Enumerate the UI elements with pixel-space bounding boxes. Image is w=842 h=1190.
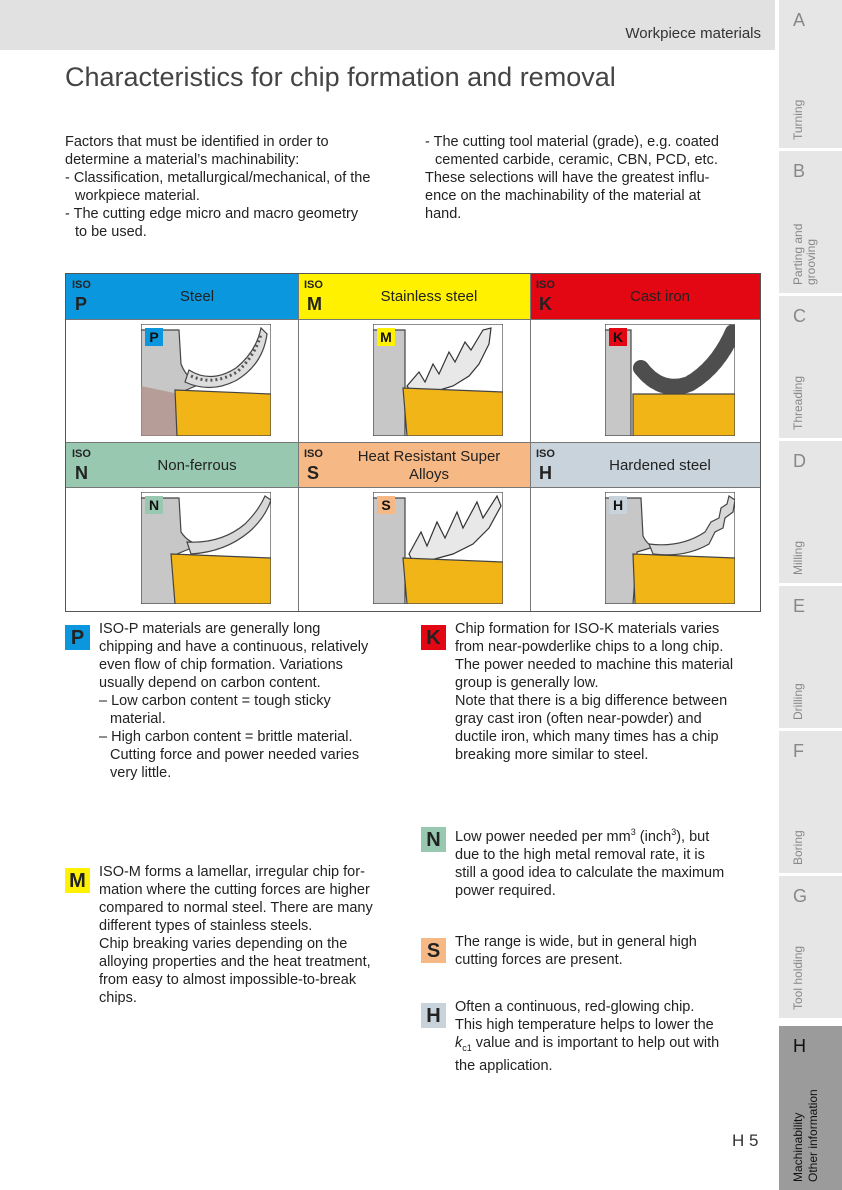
subscript: c1 [462, 1042, 472, 1053]
text-fragment: k [455, 1035, 463, 1051]
intro-line: determine a material’s machinability: [65, 152, 300, 168]
illustration-cell-k [530, 320, 760, 442]
intro-line: - The cutting edge micro and macro geometry [65, 206, 359, 222]
table-divider [530, 274, 531, 611]
text-line: ISO-P materials are generally long [99, 621, 321, 637]
tab-machinability[interactable] [779, 1026, 842, 1190]
text-line: The power needed to machine this material [455, 657, 734, 673]
intro-right-column [425, 133, 719, 223]
tab-label: Boring [791, 830, 805, 865]
intro-line: - The cutting tool material (grade), e.g. coated [425, 134, 719, 150]
header-cell-m [298, 274, 530, 320]
text-fragment: value and is important to help out with [471, 1035, 720, 1051]
iso-badge-k: K [421, 625, 446, 650]
illustration-letter: H [612, 497, 624, 513]
intro-left-column [65, 133, 370, 241]
tab-drilling[interactable] [779, 586, 842, 728]
section-label: Workpiece materials [625, 25, 761, 42]
chapter-tabs [779, 0, 842, 1190]
description-text [455, 933, 697, 969]
tab-label: Tool holding [791, 945, 805, 1010]
iso-label: ISO [304, 448, 323, 460]
header-cell-k [530, 274, 760, 320]
text-line: due to the high metal removal rate, it is [455, 846, 705, 863]
tab-label: Turning [791, 99, 805, 140]
text-line: Cutting force and power needed varies [110, 747, 360, 763]
intro-line: ence on the machinability of the material at [425, 188, 701, 204]
chip-illustration-s [373, 492, 503, 604]
iso-label: ISO [304, 279, 323, 291]
text-line: Chip formation for ISO-K materials varies [455, 621, 720, 637]
text-line: material. [110, 711, 166, 727]
header-cell-n [66, 442, 298, 488]
text-line: Note that there is a big difference between [455, 693, 728, 709]
tab-letter: E [793, 596, 806, 616]
superscript: 3 [630, 827, 636, 837]
illustration-cell-h [530, 488, 760, 611]
text-line: cutting forces are present. [455, 952, 623, 968]
intro-line: to be used. [75, 224, 147, 240]
text-line: This high temperature helps to lower the [455, 1017, 714, 1033]
illustration-cell-n [66, 488, 298, 611]
material-group-table [65, 273, 761, 612]
intro-line: - Classification, metallurgical/mechanical, of the [65, 170, 371, 186]
text-line: breaking more similar to steel. [455, 747, 649, 763]
iso-letter: K [539, 294, 552, 314]
intro-line: hand. [425, 206, 462, 222]
tab-label: Other information [806, 1089, 820, 1182]
table-divider [298, 274, 299, 611]
text-line: compared to normal steel. There are many [99, 900, 373, 916]
text-line: ductile iron, which many times has a chip [455, 729, 719, 745]
text-line: group is generally low. [455, 675, 599, 691]
text-fragment: ), but [676, 828, 710, 845]
text-line [455, 1034, 719, 1057]
iso-badge-h: H [421, 1003, 446, 1028]
tab-letter: F [793, 741, 804, 761]
page-title: Characteristics for chip formation and removal [65, 62, 616, 92]
header-cell-s [298, 442, 530, 488]
iso-badge-p: P [65, 625, 90, 650]
tab-letter: H [793, 1036, 806, 1056]
iso-letter: P [75, 294, 88, 314]
text-line: even flow of chip formation. Variations [99, 657, 343, 673]
illustration-cell-m [298, 320, 530, 442]
tab-letter: B [793, 161, 806, 181]
superscript: 3 [671, 827, 677, 837]
tab-tool-holding[interactable] [779, 876, 842, 1018]
material-name: Hardened steel [609, 457, 711, 474]
illustration-letter: S [381, 497, 391, 513]
tab-letter: G [793, 886, 808, 906]
chip-illustration-n [141, 492, 271, 604]
illustration-letter: P [149, 329, 159, 345]
material-name: Non-ferrous [157, 457, 237, 474]
intro-line: These selections will have the greatest influ- [425, 170, 710, 186]
text-line: The range is wide, but in general high [455, 934, 697, 950]
tab-boring[interactable] [779, 731, 842, 873]
material-name: Heat Resistant Super Alloys [357, 448, 501, 483]
intro-line: workpiece material. [75, 188, 200, 204]
text-fragment: (inch [635, 828, 672, 845]
text-line: Chip breaking varies depending on the [99, 936, 348, 952]
text-line: chips. [99, 990, 137, 1006]
text-line: alloying properties and the heat treatment, [99, 954, 371, 970]
tab-label: Machinability [791, 1112, 805, 1182]
iso-badge-s: S [421, 938, 446, 963]
intro-line: cemented carbide, ceramic, CBN, PCD, etc. [435, 152, 718, 168]
illustration-cell-s [298, 488, 530, 611]
chip-illustration-h [605, 492, 735, 604]
tab-label: Threading [791, 375, 805, 430]
material-name: Cast iron [629, 288, 691, 305]
description-text [455, 620, 733, 764]
text-line: ISO-M forms a lamellar, irregular chip for- [99, 864, 365, 880]
text-fragment: Low power needed per mm [455, 828, 631, 845]
text-line: power required. [455, 882, 556, 899]
text-line: from easy to almost impossible-to-break [99, 972, 357, 988]
tab-label: grooving [804, 238, 818, 285]
header-cell-h [530, 442, 760, 488]
illustration-letter: M [380, 329, 392, 345]
text-line: from near-powderlike chips to a long chip. [455, 639, 724, 655]
iso-label: ISO [72, 448, 91, 460]
description-text [99, 620, 368, 782]
tab-letter: A [793, 10, 806, 30]
header-bar [0, 0, 775, 50]
page-number: H 5 [732, 1131, 759, 1150]
tab-threading[interactable] [779, 296, 842, 438]
material-name: Stainless steel [380, 288, 478, 305]
illustration-letter: K [612, 329, 624, 345]
description-text [455, 998, 719, 1075]
iso-letter: N [75, 463, 88, 483]
text-line: very little. [110, 765, 172, 781]
intro-line: Factors that must be identified in order to [65, 134, 329, 150]
tab-letter: C [793, 306, 806, 326]
chip-illustration-k [605, 324, 735, 436]
illustration-letter: N [148, 497, 160, 513]
text-line: – High carbon content = brittle material. [99, 729, 353, 745]
tab-label: Milling [791, 540, 805, 575]
iso-badge-m: M [65, 868, 90, 893]
iso-badge-n: N [421, 827, 446, 852]
text-line [455, 823, 724, 846]
tab-parting-and-grooving[interactable] [779, 151, 842, 293]
header-cell-p [66, 274, 298, 320]
tab-turning[interactable] [779, 0, 842, 148]
iso-label: ISO [72, 279, 91, 291]
chip-illustration-p [141, 324, 271, 436]
text-line: different types of stainless steels. [99, 918, 313, 934]
material-name: Steel [179, 288, 215, 305]
text-line: – Low carbon content = tough sticky [99, 693, 331, 709]
text-line: chipping and have a continuous, relatively [99, 639, 369, 655]
text-line: usually depend on carbon content. [99, 675, 321, 691]
text-line: the application. [455, 1057, 553, 1074]
iso-letter: M [307, 294, 322, 314]
tab-label: Parting and [791, 223, 805, 285]
description-text [455, 823, 724, 900]
description-text [99, 863, 373, 1007]
iso-letter: S [307, 463, 320, 483]
text-line: still a good idea to calculate the maximum [455, 864, 725, 881]
text-line: gray cast iron (often near-powder) and [455, 711, 702, 727]
tab-milling[interactable] [779, 441, 842, 583]
illustration-cell-p [66, 320, 298, 442]
tab-letter: D [793, 451, 806, 471]
iso-letter: H [539, 463, 552, 483]
iso-label: ISO [536, 448, 555, 460]
text-line: Often a continuous, red-glowing chip. [455, 999, 695, 1015]
chip-illustration-m [373, 324, 503, 436]
iso-label: ISO [536, 279, 555, 291]
text-line: mation where the cutting forces are higher [99, 882, 370, 898]
tab-label: Drilling [791, 683, 805, 720]
